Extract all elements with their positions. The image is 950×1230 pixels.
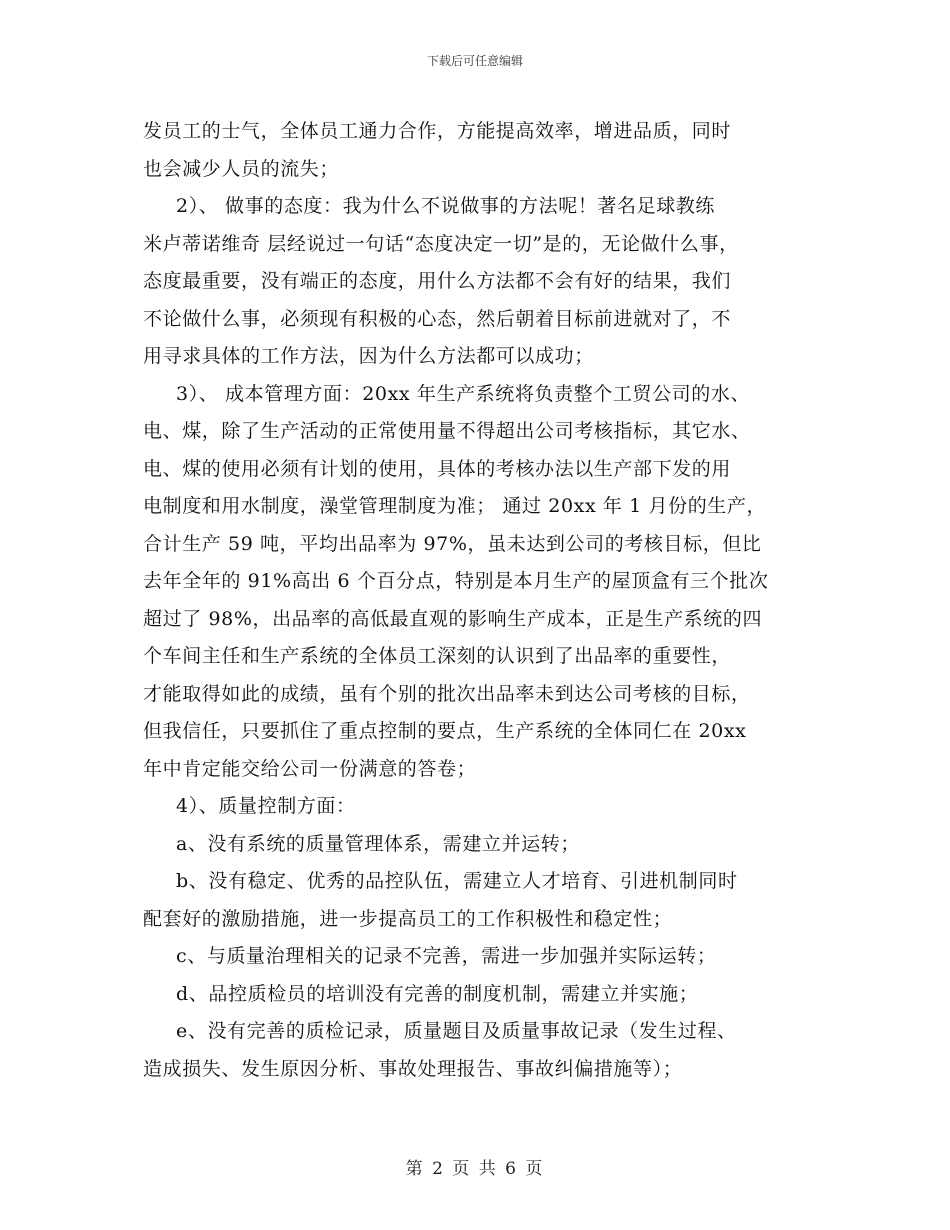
section-2-heading-line: 2）、 做事的态度：我为什么不说做事的方法呢！著名足球教练 (176, 195, 716, 217)
body-line: 米卢蒂诺维奇 层经说过一句话“态度决定一切”是的，无论做什么事， (143, 232, 739, 255)
body-line: 用寻求具体的工作方法，因为什么方法都可以成功； (143, 345, 594, 367)
body-line: 年中肯定能交给公司一份满意的答卷； (143, 757, 477, 780)
body-line: 但我信任，只要抓住了重点控制的要点，生产系统的全体同仁在 20xx (143, 720, 747, 742)
body-line: 态度最重要，没有端正的态度，用什么方法都不会有好的结果，我们 (143, 270, 732, 292)
body-line: 不论做什么事，必须现有积极的心态，然后朝着目标前进就对了，不 (143, 307, 732, 330)
body-line: 去年全年的 91%高出 6 个百分点，特别是本月生产的屋顶盒有三个批次 (143, 570, 769, 592)
body-line: 配套好的激励措施，进一步提高员工的工作积极性和稳定性； (143, 907, 673, 930)
body-line: 才能取得如此的成绩，虽有个别的批次出品率未到达公司考核的目标， (143, 682, 751, 705)
body-line: 也会减少人员的流失； (143, 157, 340, 180)
list-item-c: c、与质量治理相关的记录不完善，需进一步加强并实际运转； (176, 945, 717, 967)
body-line: 电制度和用水制度，澡堂管理制度为准； 通过 20xx 年 1 月份的生产， (143, 495, 767, 517)
list-item-b: b、没有稳定、优秀的品控队伍，需建立人才培育、引进机制同时 (176, 870, 738, 892)
body-line: 发员工的士气，全体员工通力合作，方能提高效率，增进品质，同时 (143, 120, 732, 142)
section-3-heading-line: 3）、 成本管理方面：20xx 年生产系统将负责整个工贸公司的水、 (176, 382, 751, 405)
list-item-d: d、品控质检员的培训没有完善的制度机制，需建立并实施； (176, 982, 699, 1005)
list-item-a: a、没有系统的质量管理体系，需建立并运转； (176, 832, 580, 855)
section-4-heading-line: 4）、质量控制方面： (176, 795, 356, 817)
body-line: 电、煤的使用必须有计划的使用，具体的考核办法以生产部下发的用 (143, 457, 732, 480)
page-number-footer: 第 2 页 共 6 页 (405, 1159, 545, 1179)
body-line: 超过了 98%，出品率的高低最直观的影响生产成本，正是生产系统的四 (143, 607, 763, 630)
page-header: 下载后可任意编辑 (426, 54, 523, 68)
document-body (143, 113, 811, 1088)
body-line: 合计生产 59 吨，平均出品率为 97%，虽未达到公司的考核目标，但比 (143, 532, 762, 555)
body-line: 电、煤，除了生产活动的正常使用量不得超出公司考核指标，其它水、 (143, 420, 751, 442)
body-line: 个车间主任和生产系统的全体员工深刻的认识到了出品率的重要性， (143, 645, 732, 667)
list-item-e: e、没有完善的质检记录，质量题目及质量事故记录（发生过程、 (176, 1020, 737, 1042)
body-line: 造成损失、发生原因分析、事故处理报告、事故纠偏措施等）； (143, 1057, 683, 1080)
